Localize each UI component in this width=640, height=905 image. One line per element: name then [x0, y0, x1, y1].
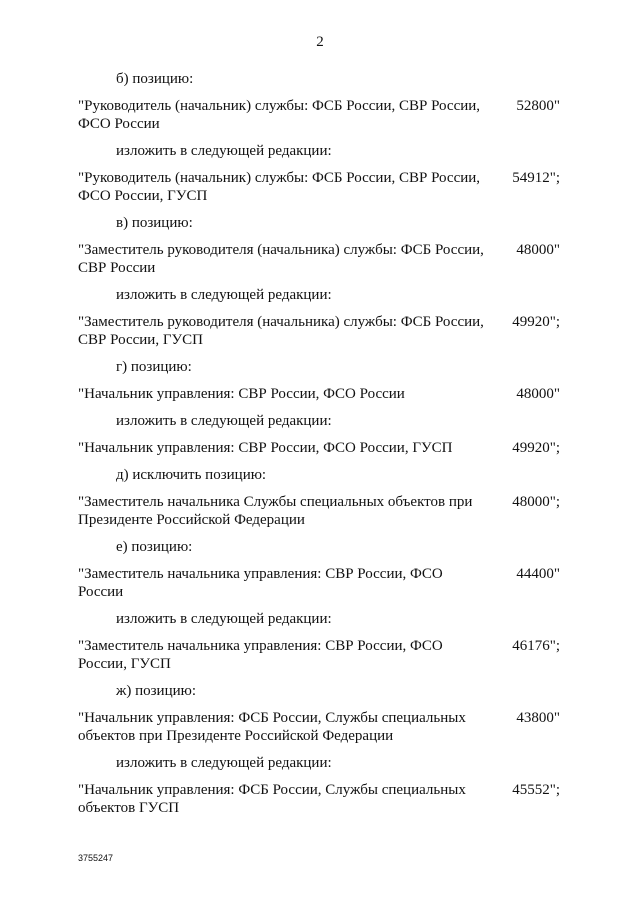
salary-value: 49920"; [512, 440, 560, 456]
position-title: "Заместитель начальника Службы специальных объектов при Президенте Российской Федерации [78, 494, 473, 528]
position-entry [78, 241, 560, 277]
position-entry [78, 169, 560, 205]
position-title: "Заместитель начальника управления: СВР России, ФСО России [78, 566, 443, 600]
document-id: 3755247 [78, 853, 114, 863]
position-entry [78, 313, 560, 349]
salary-value: 48000"; [512, 494, 560, 510]
position-entry [78, 637, 560, 673]
section-heading: г) позицию: [116, 359, 192, 375]
position-title: "Заместитель начальника управления: СВР России, ФСО России, ГУСП [78, 638, 443, 672]
salary-value: 52800" [516, 98, 560, 114]
position-title: "Начальник управления: ФСБ России, Службы специальных объектов при Президенте Российской Федерации [78, 710, 466, 744]
section-heading: в) позицию: [116, 215, 193, 231]
salary-value: 46176"; [512, 638, 560, 654]
position-entry [78, 439, 560, 457]
position-title: "Руководитель (начальник) службы: ФСБ России, СВР России, ФСО России [78, 98, 481, 132]
position-entry [78, 385, 560, 403]
position-entry [78, 709, 560, 745]
section-heading: изложить в следующей редакции: [116, 413, 332, 429]
salary-value: 48000" [516, 242, 560, 258]
page-number: 2 [316, 34, 324, 50]
document-body [78, 70, 560, 826]
section-heading: б) позицию: [116, 71, 194, 87]
section-heading: е) позицию: [116, 539, 193, 555]
salary-value: 49920"; [512, 314, 560, 330]
position-title: "Руководитель (начальник) службы: ФСБ России, СВР России, ФСО России, ГУСП [78, 170, 481, 204]
salary-value: 45552"; [512, 782, 560, 798]
position-title: "Начальник управления: ФСБ России, Службы специальных объектов ГУСП [78, 782, 466, 816]
salary-value: 44400" [516, 566, 560, 582]
position-title: "Начальник управления: СВР России, ФСО России, ГУСП [78, 440, 453, 456]
position-entry [78, 493, 560, 529]
salary-value: 54912"; [512, 170, 560, 186]
section-heading: изложить в следующей редакции: [116, 611, 332, 627]
salary-value: 43800" [516, 710, 560, 726]
salary-value: 48000" [516, 386, 560, 402]
position-title: "Заместитель руководителя (начальника) службы: ФСБ России, СВР России, ГУСП [78, 314, 484, 348]
position-entry [78, 565, 560, 601]
position-title: "Заместитель руководителя (начальника) службы: ФСБ России, СВР России [78, 242, 484, 276]
section-heading: изложить в следующей редакции: [116, 143, 332, 159]
section-heading: изложить в следующей редакции: [116, 755, 332, 771]
section-heading: изложить в следующей редакции: [116, 287, 332, 303]
position-title: "Начальник управления: СВР России, ФСО России [78, 386, 405, 402]
section-heading: ж) позицию: [116, 683, 197, 699]
position-entry [78, 781, 560, 817]
section-heading: д) исключить позицию: [116, 467, 267, 483]
position-entry [78, 97, 560, 133]
